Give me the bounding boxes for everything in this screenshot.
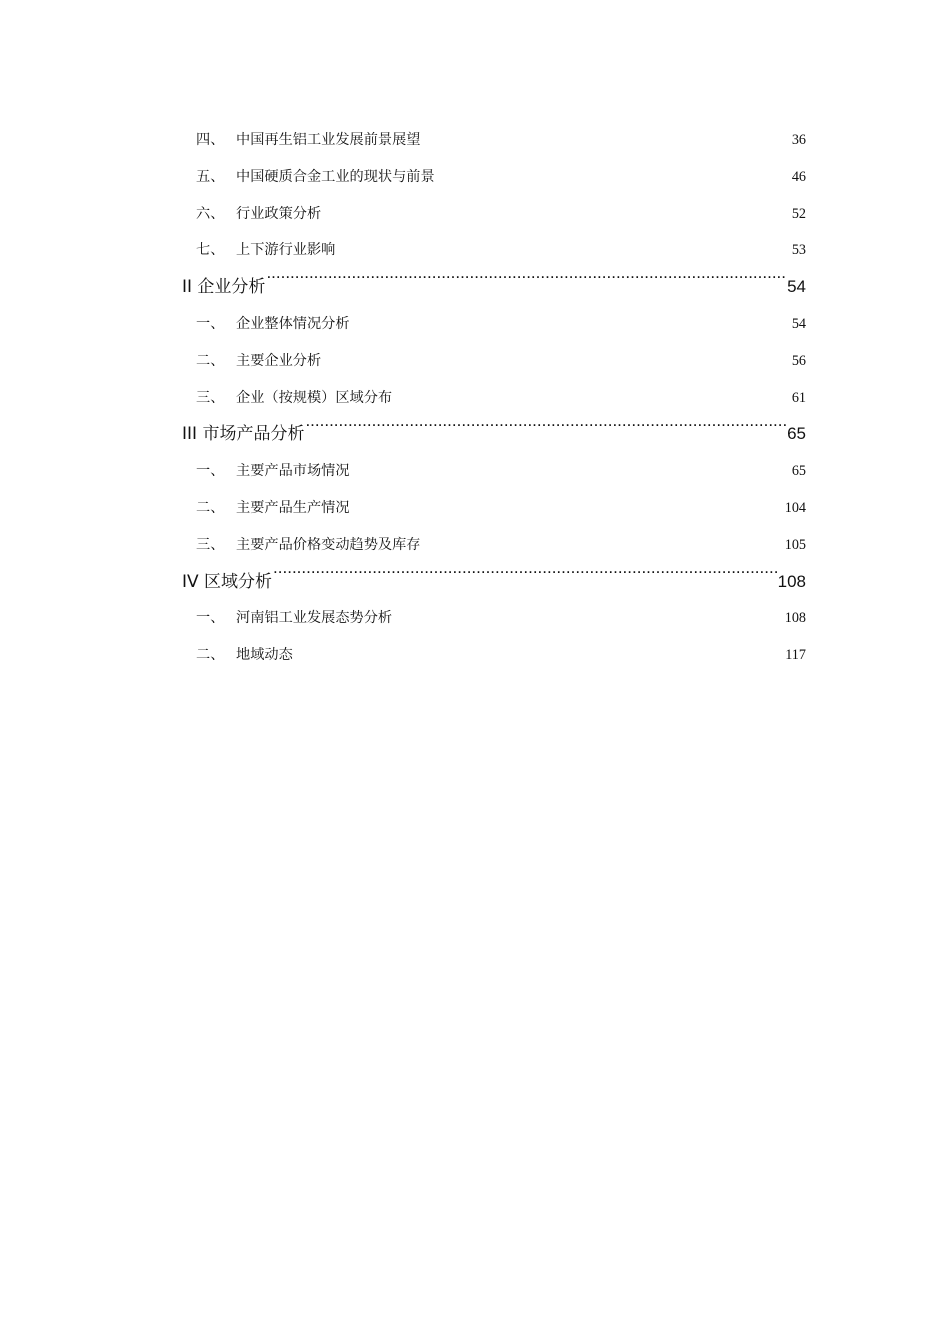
toc-entry-number: 一、 <box>196 463 225 480</box>
toc-chapter-entry[interactable] <box>182 564 806 601</box>
toc-entry-number: 三、 <box>196 389 225 406</box>
toc-entry-title: 主要产品价格变动趋势及库存 <box>236 536 421 553</box>
dot-leader <box>436 167 791 181</box>
toc-chapter-title: IV 区域分析 <box>182 571 273 592</box>
toc-entry-number: 一、 <box>196 610 225 627</box>
dot-leader <box>393 608 784 622</box>
toc-chapter-title: II 企业分析 <box>182 277 266 298</box>
dot-leader <box>322 203 791 217</box>
toc-entry-title: 中国再生铝工业发展前景展望 <box>236 132 421 148</box>
toc-chapter-page: 65 <box>787 424 806 444</box>
toc-entry[interactable] <box>182 306 806 343</box>
dot-leader <box>266 275 786 292</box>
dot-leader <box>351 461 791 475</box>
toc-entry[interactable] <box>182 490 806 527</box>
toc-entry[interactable] <box>182 232 806 269</box>
toc-entry[interactable] <box>182 343 806 380</box>
toc-entry[interactable] <box>182 122 806 159</box>
toc-entry-page: 56 <box>791 352 806 369</box>
toc-chapter-page: 54 <box>787 277 806 297</box>
dot-leader <box>273 570 777 587</box>
toc-entry-page: 46 <box>791 168 806 185</box>
toc-entry-page: 61 <box>791 389 806 406</box>
toc-entry-title: 企业整体情况分析 <box>236 315 350 332</box>
toc-entry[interactable] <box>182 380 806 417</box>
toc-entry-number: 五、 <box>196 168 225 185</box>
toc-entry-page: 117 <box>785 647 806 664</box>
toc-entry-page: 108 <box>784 610 806 627</box>
toc-entry-number: 六、 <box>196 205 225 222</box>
toc-entry-title: 河南铝工业发展态势分析 <box>236 610 393 627</box>
toc-chapter-entry[interactable] <box>182 269 806 306</box>
dot-leader <box>421 535 783 549</box>
toc-entry[interactable] <box>182 196 806 233</box>
toc-entry-number: 一、 <box>196 315 225 332</box>
toc-chapter-page: 108 <box>777 571 806 591</box>
toc-chapter-title: III 市场产品分析 <box>182 424 305 445</box>
toc-entry-number: 四、 <box>196 132 225 148</box>
toc-entry-page: 65 <box>791 463 806 480</box>
dot-leader <box>294 645 784 659</box>
toc-entry-number: 二、 <box>196 499 225 516</box>
dot-leader <box>336 240 790 254</box>
toc-entry-number: 三、 <box>196 536 225 553</box>
toc-entry-page: 54 <box>791 315 806 332</box>
toc-entry-title: 主要企业分析 <box>236 352 322 369</box>
toc-entry-page: 105 <box>784 536 806 553</box>
toc-entry[interactable] <box>182 159 806 196</box>
toc-entry[interactable] <box>182 637 806 674</box>
toc-entry-title: 主要产品市场情况 <box>236 463 350 480</box>
toc-entry-title: 上下游行业影响 <box>236 242 336 259</box>
dot-leader <box>322 351 791 365</box>
toc-chapter-entry[interactable] <box>182 416 806 453</box>
dot-leader <box>393 387 791 401</box>
toc-entry-number: 二、 <box>196 352 225 369</box>
toc-entry-title: 主要产品生产情况 <box>236 499 350 516</box>
toc-entry-title: 企业（按规模）区域分布 <box>236 389 393 406</box>
dot-leader <box>351 314 791 328</box>
table-of-contents <box>182 122 806 674</box>
toc-entry-title: 地域动态 <box>236 647 293 664</box>
toc-entry-page: 52 <box>791 205 806 222</box>
toc-entry-title: 行业政策分析 <box>236 205 322 222</box>
toc-entry[interactable] <box>182 453 806 490</box>
toc-entry[interactable] <box>182 600 806 637</box>
dot-leader <box>351 498 784 512</box>
toc-entry-page: 36 <box>791 132 806 148</box>
toc-entry-number: 二、 <box>196 647 225 664</box>
toc-entry-page: 53 <box>791 242 806 259</box>
toc-entry-title: 中国硬质合金工业的现状与前景 <box>236 168 435 185</box>
dot-leader <box>421 130 790 144</box>
toc-entry-page: 104 <box>784 499 806 516</box>
dot-leader <box>305 422 786 439</box>
toc-entry-number: 七、 <box>196 242 225 259</box>
toc-entry[interactable] <box>182 527 806 564</box>
